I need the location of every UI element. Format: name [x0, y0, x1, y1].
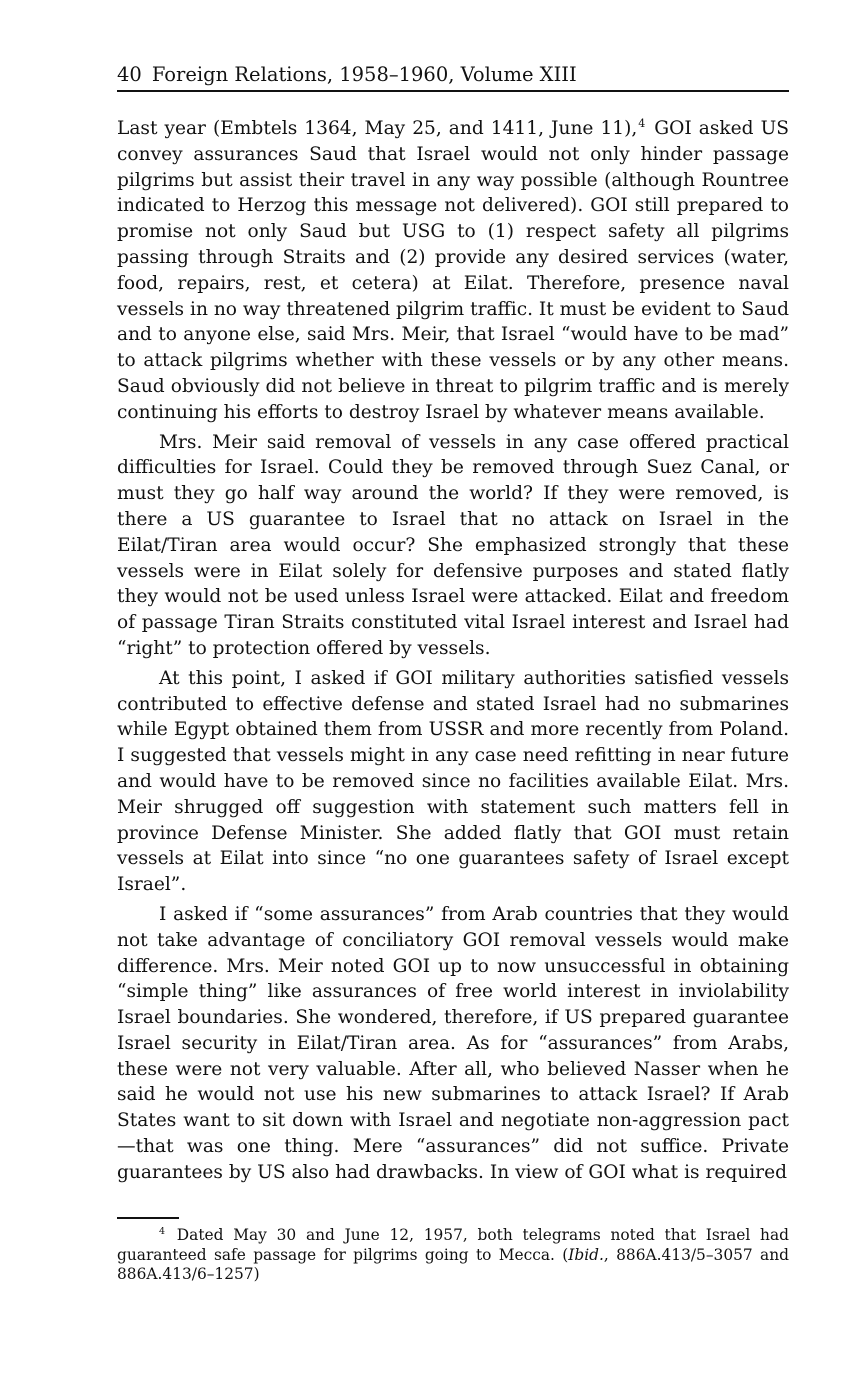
footnote-text-lead: Dated May 30 and June 12, 1957, both telegrams noted that Israel had guaranteed safe passage for pilgrims going to Mecca. ( — [117, 1226, 789, 1264]
publication-title: Foreign Relations, 1958–1960, Volume XIII — [151, 63, 577, 86]
running-head — [117, 60, 789, 92]
footnote-reference[interactable]: 4 — [638, 116, 646, 130]
footnote-ibid: Ibid. — [568, 1245, 604, 1264]
paragraph-4: I asked if “some assurances” from Arab countries that they would not take advantage of conciliatory GOI removal vessels would make difference. Mrs. Meir noted GOI up to now unsuccessful in obtaining “simple thing” like assurances of free world interest in inviolability Israel boundaries. She wondered, therefore, if US prepared guarantee Israel security in Eilat/Tiran area. As for “assurances” from Arabs, these were not very valuable. After all, who believed Nasser when he said he would not use his new submarines to attack Israel? If Arab States want to sit down with Israel and negotiate non-aggression pact—that was one thing. Mere “assurances” did not suffice. Private guarantees by US also had drawbacks. In view of GOI what is required — [117, 903, 789, 1183]
paragraph-1-lead: Last year (Embtels 1364, May 25, and 1411, June 11), — [117, 118, 638, 139]
footnote-number: 4 — [159, 1225, 166, 1237]
paragraph-3: At this point, I asked if GOI military authorities satisfied vessels contributed to effective defense and stated Israel had no submarines while Egypt obtained them from USSR and more recently from Poland. I suggested that vessels might in any case need refitting in near future and would have to be removed since no facilities available Eilat. Mrs. Meir shrugged off suggestion with statement such matters fell in province Defense Minister. She added flatly that GOI must retain vessels at Eilat into since “no one guarantees safety of Israel except Israel”. — [117, 667, 789, 896]
body-text — [117, 116, 789, 1186]
paragraph-1 — [117, 116, 789, 426]
document-page — [117, 60, 789, 1283]
paragraph-2: Mrs. Meir said removal of vessels in any case offered practical difficulties for Israel. Could they be removed through Suez Canal, or must they go half way around the world? If they were removed, is there a US guarantee to Israel that no attack on Israel in the Eilat/Tiran area would occur? She emphasized strongly that these vessels were in Eilat solely for defensive purposes and stated flatly they would not be used unless Israel were attacked. Eilat and freedom of passage Tiran Straits constituted vital Israel interest and Israel had “right” to protection offered by vessels. — [117, 431, 789, 659]
footnote-divider — [117, 1217, 179, 1219]
footnote — [117, 1226, 789, 1285]
paragraph-1-rest: GOI asked US convey assurances Saud that Israel would not only hinder passage pilgrims but assist their travel in any way possible (although Rountree indicated to Herzog this message not delivered). GOI still prepared to promise not only Saud but USG to (1) respect safety all pilgrims passing through Straits and (2) provide any desired services (water, food, repairs, rest, et cetera) at Eilat. Therefore, presence naval vessels in no way threatened pilgrim traffic. It must be evident to Saud and to anyone else, said Mrs. Meir, that Israel “would have to be mad” to attack pilgrims whether with these vessels or by any other means. Saud obviously did not believe in threat to pilgrim traffic and is merely continuing his efforts to destroy Israel by whatever means available. — [117, 118, 789, 423]
page-number: 40 — [117, 63, 142, 86]
footnote-text-rest: , 886A.413/5–3057 and 886A.413/6–1257) — [117, 1245, 789, 1283]
